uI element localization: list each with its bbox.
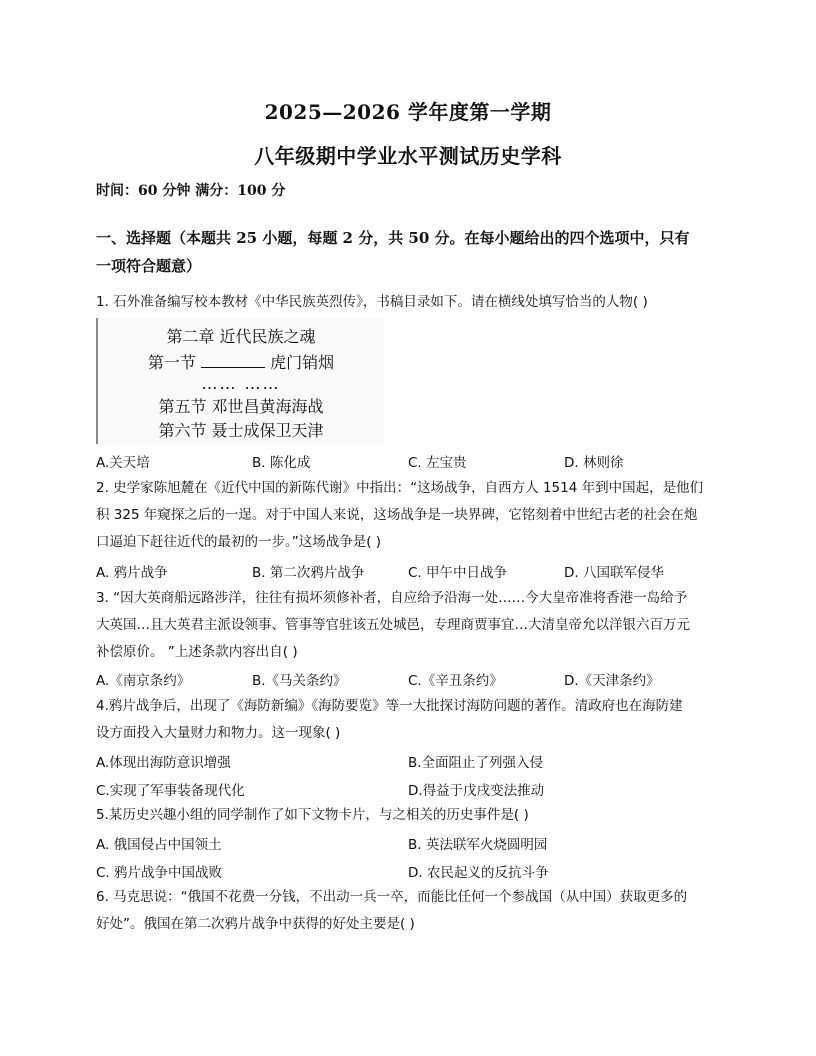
option-d[interactable]: D. 八国联军侵华	[564, 565, 664, 581]
question-3-stem	[96, 585, 722, 666]
question-6-stem	[96, 884, 722, 938]
toc-section-6: 第六节 聂士成保卫天津	[158, 421, 324, 440]
toc-section-1	[98, 350, 384, 373]
option-c[interactable]: C. 甲午中日战争	[408, 565, 508, 581]
option-d[interactable]: D.《天津条约》	[564, 673, 660, 689]
option-b[interactable]: B. 英法联军火烧圆明园	[408, 837, 548, 853]
question-stem-line: 5.某历史兴趣小组的同学制作了如下文物卡片，与之相关的历史事件是( )	[96, 807, 529, 823]
question-5-stem	[96, 802, 722, 829]
option-c[interactable]: C.《辛丑条约》	[408, 673, 503, 689]
toc-section-1-title: 虎门销烟	[270, 353, 335, 372]
section-heading-line: 一、选择题（本题共 25 小题，每题 2 分，共 50 分。在每小题给出的四个选项中，只有	[96, 229, 690, 247]
option-a[interactable]: A.《南京条约》	[96, 673, 191, 689]
question-stem-line: 2. 史学家陈旭麓在《近代中国的新陈代谢》中指出：“这场战争，自西方人 1514 年到中国起，是他们	[96, 480, 704, 496]
question-stem-line: 4.鸦片战争后，出现了《海防新编》《海防要览》等一大批探讨海防问题的著作。清政府也在海防建	[96, 698, 683, 714]
option-c[interactable]: C.实现了军事装备现代化	[96, 783, 245, 799]
question-5-options-row1	[96, 833, 722, 859]
toc-chapter: 第二章 近代民族之魂	[166, 327, 316, 346]
option-c[interactable]: C. 鸦片战争中国战败	[96, 865, 223, 881]
exam-title-subject: 八年级期中学业水平测试历史学科	[254, 144, 562, 168]
exam-time-score: 时间：60 分钟 满分：100 分	[96, 183, 286, 199]
question-stem-line: 积 325 年窥探之后的一逞。对于中国人来说，这场战争是一块界碑，它铭刻着中世纪古老的社会在炮	[96, 507, 698, 523]
toc-section-5: 第五节 邓世昌黄海海战	[158, 397, 324, 416]
question-2-stem	[96, 475, 722, 556]
question-4-options-row1	[96, 751, 722, 777]
option-b[interactable]: B. 第二次鸦片战争	[252, 565, 365, 581]
option-b[interactable]: B.《马关条约》	[252, 673, 347, 689]
question-2-options	[96, 561, 722, 587]
option-b[interactable]: B. 陈化成	[252, 455, 311, 471]
question-1-options	[96, 451, 722, 477]
question-1-figure-toc	[96, 318, 384, 444]
option-a[interactable]: A. 鸦片战争	[96, 565, 168, 581]
toc-ellipsis: …… ……	[201, 374, 281, 393]
question-stem-line: 大英国…且大英君主派设领事、管事等官驻该五处城邑，专理商贾事宜…大清皇帝允以洋银六百万元	[96, 617, 690, 633]
toc-section-1-prefix: 第一节	[147, 353, 201, 372]
fill-in-blank	[201, 353, 265, 368]
section-heading-line: 一项符合题意）	[96, 257, 202, 275]
question-4-stem	[96, 693, 722, 747]
option-d[interactable]: D. 林则徐	[564, 455, 624, 471]
option-b[interactable]: B.全面阻止了列强入侵	[408, 755, 544, 771]
option-c[interactable]: C. 左宝贵	[408, 455, 467, 471]
option-a[interactable]: A.体现出海防意识增强	[96, 755, 231, 771]
question-stem-line: 口逼迫下赶往近代的最初的一步。”这场战争是( )	[96, 534, 382, 550]
question-3-options	[96, 669, 722, 695]
option-d[interactable]: D.得益于戊戌变法推动	[408, 783, 545, 799]
question-stem-line: 补偿原价。 ”上述条款内容出自( )	[96, 644, 298, 660]
question-stem-line: 3. “因大英商船远路涉洋，往往有损坏须修补者，自应给予沿海一处……今大皇帝准将香港一岛给予	[96, 590, 688, 606]
option-d[interactable]: D. 农民起义的反抗斗争	[408, 865, 549, 881]
option-a[interactable]: A. 俄国侵占中国领土	[96, 837, 222, 853]
question-stem-line: 设方面投入大量财力和物力。这一现象( )	[96, 725, 341, 741]
question-stem-line: 6. 马克思说：“俄国不花费一分钱，不出动一兵一卒，而能比任何一个参战国（从中国）获取更多的	[96, 889, 688, 905]
question-stem-line: 好处”。俄国在第二次鸦片战争中获得的好处主要是( )	[96, 916, 415, 932]
question-1-stem	[96, 289, 722, 316]
question-stem-line: 1. 石外准备编写校本教材《中华民族英烈传》，书稿目录如下。请在横线处填写恰当的人物( )	[96, 294, 648, 310]
section-heading	[96, 224, 722, 280]
option-a[interactable]: A.关天培	[96, 455, 150, 471]
exam-title-year: 2025—2026 学年度第一学期	[264, 100, 552, 124]
